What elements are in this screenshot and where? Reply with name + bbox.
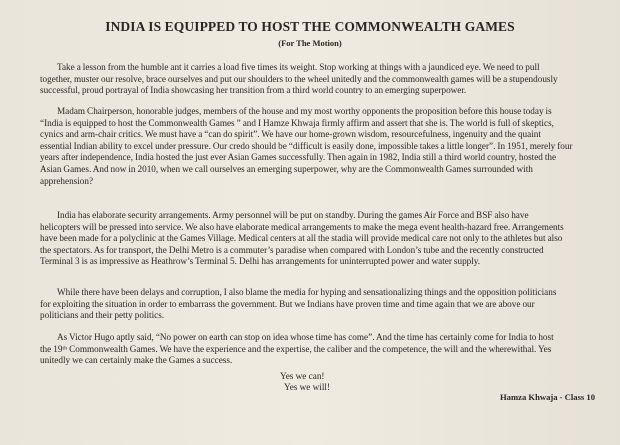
paragraph-line: Madam Chairperson, honorable judges, members of the house and my most worthy opponents the proposition before this house today is <box>57 106 552 116</box>
paragraph-1 <box>40 62 620 97</box>
paragraph-line: years after independence, India hosted the just ever Asian Games successfully. Then again in 1982, India still a third world country, hosted the <box>40 152 557 163</box>
paragraph-line: politicians and their petty politics. <box>40 310 165 321</box>
document-subtitle: (For The Motion) <box>278 38 342 48</box>
author-credit: Hamza Khwaja - Class 10 <box>500 392 596 402</box>
paragraph-line: essential Indian ability to excel under pressure. Our credo should be “difficult is easily done, impossible takes a little longer”. In 1951, merely four <box>40 140 573 151</box>
paragraph-5 <box>40 332 620 367</box>
paragraph-line: Terminal 3 is as impressive as Heathrow’s Terminal 5. Delhi has arrangements for uninterrupted power and water supply. <box>40 256 481 267</box>
paragraph-line: Take a lesson from the humble ant it carries a load five times its weight. Stop working at things with a jaundiced eye. We need to pull <box>57 62 540 72</box>
paragraph-line: India has elaborate security arrangements. Army personnel will be put on standby. During the games Air Force and BSF also have <box>57 210 529 220</box>
closing-line: Yes we can! <box>280 371 325 381</box>
paragraph-line: together, muster our resolve, brace ourselves and put our shoulders to the wheel unitedly and the commonwealth games will be a stupendously <box>40 73 558 84</box>
paragraph-line: unitedly we can certainly make the Games a success. <box>40 355 233 366</box>
paragraph-line: the 19ᵗʰ Commonwealth Games. We have the experience and the expertise, the caliber and the competence, the will and the wherewithal. Yes <box>40 343 552 354</box>
paragraph-4 <box>40 287 620 322</box>
paragraph-line: While there have been delays and corruption, I also blame the media for hyping and sensationalizing things and the opposition politicians <box>57 287 557 297</box>
paragraph-2 <box>40 106 620 187</box>
paragraph-line: for exploiting the situation in order to embarrass the government. But we Indians have proven time and time again that we are above our <box>40 298 535 309</box>
paragraph-line: “India is equipped to host the Commonwealth Games ” and I Hamze Khwaja firmly affirm and assert that she is. The world is full of skeptics, <box>40 117 554 128</box>
paragraph-line: the spectators. As for transport, the Delhi Metro is a commuter’s paradise when compared with London’s tube and the recently constructed <box>40 244 544 255</box>
paragraph-line: successful, proud portrayal of India showcasing her transition from a third world country to an emerging superpower. <box>40 85 467 96</box>
paragraph-line: have been made for a polyclinic at the Games Village. Medical centers at all the stadia will provide medical care not only to the athletes but also <box>40 233 563 244</box>
closing-cheer <box>280 371 330 393</box>
paragraph-3 <box>40 210 620 268</box>
document-title: INDIA IS EQUIPPED TO HOST THE COMMONWEALTH GAMES <box>105 19 515 34</box>
paragraph-line: helicopters will be pressed into service. We also have elaborate medical arrangements to make the mega event health-hazard free. Arrangements <box>40 221 564 232</box>
paragraph-line: As Victor Hugo aptly said, “No power on earth can stop on idea whose time has come”. And the time has certainly come for India to host <box>57 332 554 342</box>
paragraph-line: cynics and arm-chair critics. We must have a “can do spirit”. We have our home-grown wisdom, resourcefulness, ingenuity and the quaint <box>40 129 541 140</box>
paragraph-line: apprehension? <box>40 175 94 186</box>
paragraph-line: Asian Games. And now in 2010, when we call ourselves an emerging superpower, why are the Commonwealth Games surrounded with <box>40 163 533 174</box>
closing-line: Yes we will! <box>284 382 331 393</box>
